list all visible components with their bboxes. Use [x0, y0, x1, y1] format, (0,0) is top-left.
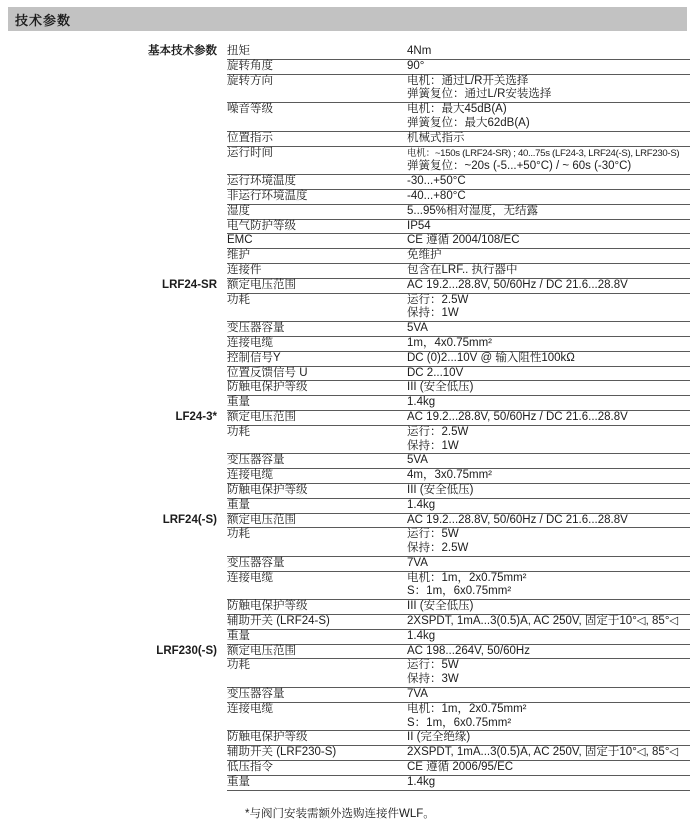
table-row: [0, 499, 690, 514]
table-row: [0, 322, 690, 337]
param-name: 功耗: [227, 425, 250, 438]
table-row: [0, 557, 690, 572]
param-value-line: III (安全低压): [407, 381, 474, 394]
row-content: [227, 175, 690, 190]
param-name: EMC: [227, 234, 253, 247]
table-row: [0, 659, 690, 688]
param-value-line: -40...+80°C: [407, 189, 466, 202]
table-row: [0, 746, 690, 761]
row-content: [227, 60, 690, 75]
row-content: [227, 776, 690, 791]
table-row: [0, 352, 690, 367]
group-label: [0, 572, 217, 601]
param-name: 连接件: [227, 263, 262, 276]
table-row: [0, 45, 690, 60]
row-content: [227, 572, 690, 601]
param-name: 重量: [227, 498, 250, 511]
param-name: 连接电缆: [227, 702, 273, 715]
row-content: [227, 103, 690, 132]
param-name: 额定电压范围: [227, 644, 296, 657]
param-value-line: 4m，3x0.75mm²: [407, 469, 492, 482]
param-name: 连接电缆: [227, 571, 273, 584]
row-content: [227, 396, 690, 411]
param-name: 旋转方向: [227, 74, 273, 87]
param-value-line: 2XSPDT, 1mA...3(0.5)A, AC 250V, 固定于10°◁, 85°◁: [407, 615, 679, 628]
param-name: 变压器容量: [227, 556, 285, 569]
param-name: 重量: [227, 775, 250, 788]
table-row: [0, 572, 690, 601]
param-value-line: 1.4kg: [407, 498, 436, 511]
table-row: [0, 75, 690, 104]
group-label: [0, 746, 217, 761]
param-value-line: 运行：2.5W: [407, 425, 469, 438]
param-value-line: S：1m，6x0.75mm²: [407, 716, 512, 729]
param-value-line: 电机：~150s (LRF24-SR) ; 40...75s (LF24-3, LRF24(-S), LRF230-S): [407, 147, 680, 159]
group-label: [0, 761, 217, 776]
row-content: [227, 557, 690, 572]
group-label: [0, 367, 217, 382]
group-label: [0, 132, 217, 147]
param-name: 变压器容量: [227, 688, 285, 701]
row-content: [227, 337, 690, 352]
group-label: [0, 294, 217, 323]
group-label: [0, 205, 217, 220]
group-label: [0, 600, 217, 615]
param-value-line: 电机：通过L/R开关选择: [407, 74, 529, 87]
group-label: [0, 484, 217, 499]
param-values: [407, 731, 690, 745]
row-content: [227, 615, 690, 630]
param-value-line: 90°: [407, 59, 425, 72]
group-label: LRF230(-S): [156, 644, 217, 657]
param-values: [407, 396, 690, 410]
param-values: [407, 381, 690, 395]
table-row: [0, 264, 690, 279]
table-row: [0, 190, 690, 205]
param-name: 控制信号Y: [227, 351, 281, 364]
row-content: [227, 426, 690, 455]
param-name: 旋转角度: [227, 59, 273, 72]
table-row: [0, 454, 690, 469]
param-values: [407, 514, 690, 528]
param-name: 非运行环境温度: [227, 189, 308, 202]
param-values: [407, 175, 690, 189]
table-row: [0, 249, 690, 264]
group-label: [0, 264, 217, 279]
param-value-line: 1.4kg: [407, 629, 436, 642]
group-label: [0, 659, 217, 688]
group-label: [0, 75, 217, 104]
param-values: [407, 630, 690, 644]
param-values: [407, 294, 690, 322]
table-row: [0, 630, 690, 645]
table-row: [0, 205, 690, 220]
table-row: [0, 426, 690, 455]
row-content: [227, 703, 690, 732]
param-value-line: 弹簧复位：最大62dB(A): [407, 116, 530, 129]
param-values: [407, 761, 690, 775]
row-content: [227, 220, 690, 235]
param-value-line: AC 198...264V, 50/60Hz: [407, 644, 530, 657]
param-name: 辅助开关 (LRF230-S): [227, 746, 337, 759]
param-values: [407, 60, 690, 74]
table-row: [0, 294, 690, 323]
param-values: [407, 337, 690, 351]
group-label: [0, 776, 217, 791]
param-values: [407, 600, 690, 614]
table-row: [0, 132, 690, 147]
param-name: 功耗: [227, 528, 250, 541]
param-values: [407, 45, 690, 59]
param-value-line: DC (0)2...10V @ 输入阻性100kΩ: [407, 351, 575, 364]
row-content: [227, 205, 690, 220]
param-name: 湿度: [227, 204, 250, 217]
param-values: [407, 322, 690, 336]
row-content: [227, 279, 690, 294]
table-row: [0, 396, 690, 411]
group-label: [0, 426, 217, 455]
param-value-line: 保持：3W: [407, 673, 459, 686]
table-row: [0, 469, 690, 484]
param-value-line: 电机：最大45dB(A): [407, 103, 507, 116]
param-values: [407, 220, 690, 234]
param-values: [407, 688, 690, 702]
param-value-line: DC 2...10V: [407, 366, 464, 379]
param-values: [407, 279, 690, 293]
param-value-line: 保持：1W: [407, 439, 459, 452]
group-label: LRF24(-S): [162, 513, 217, 526]
param-values: [407, 659, 690, 687]
section-title: 技术参数: [15, 12, 72, 28]
param-name: 防触电保护等级: [227, 731, 308, 744]
table-row: [0, 703, 690, 732]
row-content: [227, 688, 690, 703]
param-value-line: 弹簧复位：通过L/R安装选择: [407, 88, 552, 101]
table-row: [0, 175, 690, 190]
group-label: [0, 337, 217, 352]
param-name: 重量: [227, 396, 250, 409]
group-label: [0, 249, 217, 264]
param-value-line: 免维护: [407, 249, 442, 262]
param-name: 运行环境温度: [227, 175, 296, 188]
param-values: [407, 367, 690, 381]
param-value-line: 1.4kg: [407, 775, 436, 788]
row-content: [227, 659, 690, 688]
param-name: 位置指示: [227, 131, 273, 144]
param-value-line: III (安全低压): [407, 600, 474, 613]
table-row: [0, 731, 690, 746]
param-name: 额定电压范围: [227, 513, 296, 526]
param-value-line: 电机：1m，2x0.75mm²: [407, 702, 527, 715]
group-label: [0, 528, 217, 557]
param-name: 维护: [227, 249, 250, 262]
group-label: [0, 381, 217, 396]
group-label: [0, 731, 217, 746]
param-name: 连接电缆: [227, 469, 273, 482]
group-label: LF24-3*: [175, 410, 217, 423]
param-values: [407, 205, 690, 219]
group-label: [0, 147, 217, 176]
param-value-line: CE 遵循 2004/108/EC: [407, 234, 520, 247]
row-content: [227, 234, 690, 249]
param-value-line: 1m，4x0.75mm²: [407, 336, 492, 349]
param-name: 功耗: [227, 659, 250, 672]
param-values: [407, 746, 690, 760]
group-label: [0, 703, 217, 732]
group-label: [0, 103, 217, 132]
param-value-line: 运行：2.5W: [407, 293, 469, 306]
row-content: [227, 630, 690, 645]
row-content: [227, 381, 690, 396]
param-value-line: 保持：2.5W: [407, 542, 469, 555]
param-value-line: 1.4kg: [407, 396, 436, 409]
param-values: [407, 557, 690, 571]
param-values: [407, 147, 690, 175]
param-value-line: 弹簧复位：~20s (-5...+50°C) / ~ 60s (-30°C): [407, 160, 632, 173]
param-values: [407, 454, 690, 468]
row-content: [227, 367, 690, 382]
param-value-line: 4Nm: [407, 45, 432, 57]
param-name: 额定电压范围: [227, 278, 296, 291]
table-row: [0, 615, 690, 630]
param-values: [407, 75, 690, 103]
row-content: [227, 147, 690, 176]
table-row: [0, 600, 690, 615]
spec-table: [0, 45, 690, 791]
row-content: [227, 645, 690, 660]
param-value-line: -30...+50°C: [407, 175, 466, 188]
param-name: 重量: [227, 629, 250, 642]
param-name: 变压器容量: [227, 322, 285, 335]
table-row: [0, 761, 690, 776]
table-row: [0, 528, 690, 557]
row-content: [227, 75, 690, 104]
row-content: [227, 514, 690, 529]
table-row: [0, 234, 690, 249]
param-value-line: 5VA: [407, 322, 428, 335]
group-label: [0, 190, 217, 205]
param-values: [407, 703, 690, 731]
table-row: [0, 688, 690, 703]
param-values: [407, 132, 690, 146]
group-label: [0, 499, 217, 514]
param-name: 防触电保护等级: [227, 381, 308, 394]
param-name: 噪音等级: [227, 103, 273, 116]
param-name: 额定电压范围: [227, 410, 296, 423]
param-values: [407, 615, 690, 629]
param-value-line: II (完全绝缘): [407, 731, 471, 744]
row-content: [227, 499, 690, 514]
param-values: [407, 103, 690, 131]
param-values: [407, 528, 690, 556]
param-values: [407, 426, 690, 454]
row-content: [227, 731, 690, 746]
row-content: [227, 528, 690, 557]
group-label: [0, 615, 217, 630]
row-content: [227, 190, 690, 205]
row-content: [227, 761, 690, 776]
group-label: [0, 396, 217, 411]
param-name: 变压器容量: [227, 454, 285, 467]
row-content: [227, 249, 690, 264]
table-row: [0, 381, 690, 396]
param-value-line: CE 遵循 2006/95/EC: [407, 761, 514, 774]
row-content: [227, 411, 690, 426]
param-values: [407, 234, 690, 248]
row-content: [227, 600, 690, 615]
row-content: [227, 746, 690, 761]
param-values: [407, 352, 690, 366]
row-content: [227, 322, 690, 337]
table-row: [0, 60, 690, 75]
param-value-line: 7VA: [407, 556, 428, 569]
param-values: [407, 249, 690, 263]
section-header-bar: [8, 7, 687, 31]
row-content: [227, 294, 690, 323]
row-content: [227, 484, 690, 499]
param-name: 功耗: [227, 293, 250, 306]
param-value-line: 电机：1m，2x0.75mm²: [407, 571, 527, 584]
param-value-line: IP54: [407, 219, 431, 232]
group-label: [0, 688, 217, 703]
group-label: [0, 220, 217, 235]
param-value-line: S：1m，6x0.75mm²: [407, 585, 512, 598]
group-label: [0, 60, 217, 75]
row-content: [227, 469, 690, 484]
row-content: [227, 45, 690, 60]
param-value-line: 运行：5W: [407, 528, 459, 541]
param-value-line: AC 19.2...28.8V, 50/60Hz / DC 21.6...28.8V: [407, 278, 628, 291]
param-values: [407, 484, 690, 498]
param-value-line: 运行：5W: [407, 659, 459, 672]
param-values: [407, 499, 690, 513]
group-label: [0, 454, 217, 469]
group-label: [0, 175, 217, 190]
param-value-line: 7VA: [407, 688, 428, 701]
row-content: [227, 352, 690, 367]
table-row: [0, 484, 690, 499]
param-value-line: 2XSPDT, 1mA...3(0.5)A, AC 250V, 固定于10°◁, 85°◁: [407, 746, 679, 759]
param-values: [407, 190, 690, 204]
param-value-line: 保持：1W: [407, 307, 459, 320]
table-row: [0, 645, 690, 660]
param-value-line: 机械式指示: [407, 131, 465, 144]
param-name: 低压指令: [227, 761, 273, 774]
param-values: [407, 645, 690, 659]
table-row: [0, 220, 690, 235]
param-value-line: 5VA: [407, 454, 428, 467]
param-name: 防触电保护等级: [227, 483, 308, 496]
group-label: 基本技术参数: [148, 45, 217, 57]
table-row: [0, 411, 690, 426]
row-content: [227, 132, 690, 147]
group-label: [0, 630, 217, 645]
group-label: LRF24-SR: [162, 278, 217, 291]
footnote: *与阀门安装需额外选购连接件WLF。: [245, 808, 435, 820]
param-value-line: 5...95%相对湿度，无结露: [407, 204, 538, 217]
row-content: [227, 454, 690, 469]
param-name: 辅助开关 (LRF24-S): [227, 615, 330, 628]
param-value-line: AC 19.2...28.8V, 50/60Hz / DC 21.6...28.8V: [407, 513, 628, 526]
param-values: [407, 776, 690, 790]
param-name: 位置反馈信号 U: [227, 366, 308, 379]
group-label: [0, 352, 217, 367]
table-row: [0, 367, 690, 382]
param-values: [407, 469, 690, 483]
table-row: [0, 514, 690, 529]
param-values: [407, 411, 690, 425]
table-row: [0, 279, 690, 294]
group-label: [0, 234, 217, 249]
row-content: [227, 264, 690, 279]
param-name: 电气防护等级: [227, 219, 296, 232]
param-values: [407, 572, 690, 600]
table-row: [0, 776, 690, 791]
group-label: [0, 557, 217, 572]
group-label: [0, 322, 217, 337]
param-value-line: 包含在LRF.. 执行器中: [407, 263, 518, 276]
param-name: 扭矩: [227, 45, 250, 57]
param-value-line: AC 19.2...28.8V, 50/60Hz / DC 21.6...28.8V: [407, 410, 628, 423]
param-name: 运行时间: [227, 146, 273, 159]
table-row: [0, 337, 690, 352]
table-row: [0, 147, 690, 176]
param-values: [407, 264, 690, 278]
group-label: [0, 469, 217, 484]
table-row: [0, 103, 690, 132]
param-name: 连接电缆: [227, 336, 273, 349]
param-name: 防触电保护等级: [227, 600, 308, 613]
param-value-line: III (安全低压): [407, 483, 474, 496]
